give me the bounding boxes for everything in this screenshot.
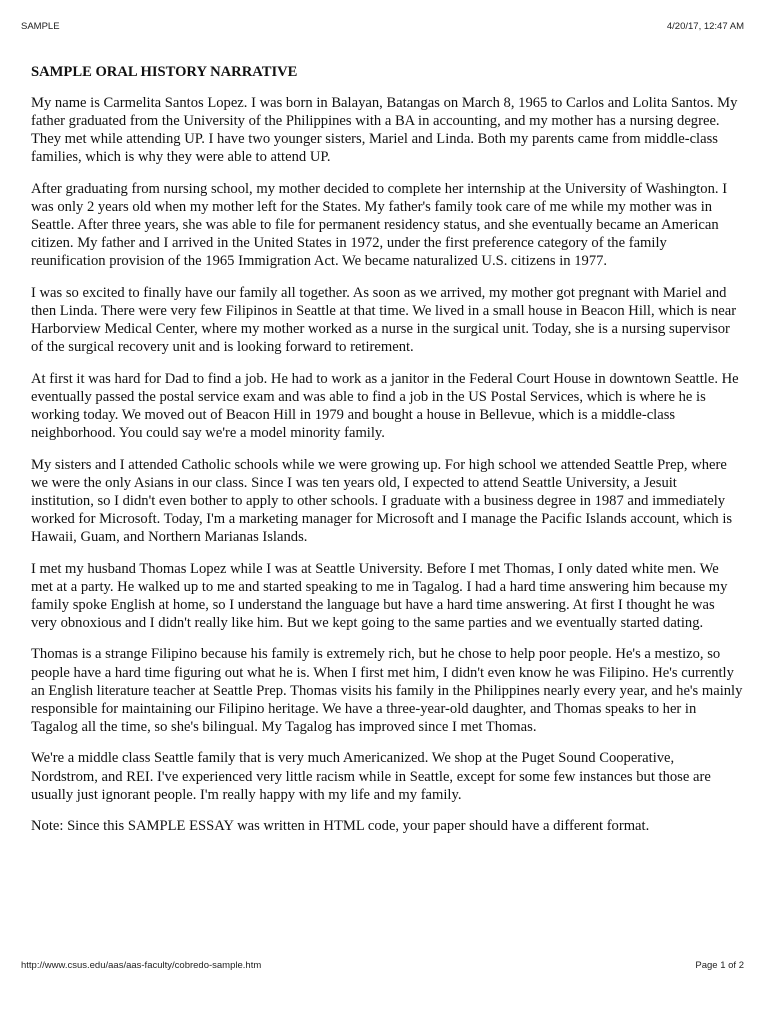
paragraph-note: Note: Since this SAMPLE ESSAY was written in HTML code, your paper should have a different format.: [31, 818, 650, 835]
paragraph-8: We're a middle class Seattle family that is very much Americanized. We shop at the Puget Sound Cooperative, Nordstrom, and REI. I've experienced very little racism while in Seattle, except for some few instances but those are usually just ignorant people. I'm really happy with my life and my family.: [31, 750, 711, 803]
paragraph-7: Thomas is a strange Filipino because his family is extremely rich, but he chose to help poor people. He's a mestizo, so people have a hard time figuring out what he is. When I first met him, I didn't even know he was Filipino. He's currently an English literature teacher at Seattle Prep. Thomas visits his family in the Philippines nearly every year, and he's mainly responsible for maintaining our Filipino heritage. We have a three-year-old daughter, and Thomas speaks to her in Tagalog all the time, so she's bilingual. My Tagalog has improved since I met Thomas.: [31, 646, 743, 735]
paragraph-6: I met my husband Thomas Lopez while I was at Seattle University. Before I met Thomas, I only dated white men. We met at a party. He walked up to me and started speaking to me in Tagalog. I had a hard time answering him because my family spoke English at home, so I understand the language but have a hard time answering. At first I thought he was very obnoxious and I didn't really like him. But we kept going to the same parties and we eventually started dating.: [31, 560, 728, 631]
footer-url: http://www.csus.edu/aas/aas-faculty/cobredo-sample.htm: [21, 960, 262, 971]
document-title: SAMPLE ORAL HISTORY NARRATIVE: [31, 64, 298, 80]
document-body: [31, 62, 743, 849]
paragraph-3: I was so excited to finally have our family all together. As soon as we arrived, my mother got pregnant with Mariel and then Linda. There were very few Filipinos in Seattle at that time. We lived in a small house in Beacon Hill, which is near Harborview Medical Center, where my mother worked as a nurse in the surgical unit. Today, she is a nursing supervisor of the surgical recovery unit and is looking forward to retirement.: [31, 284, 737, 356]
header-timestamp: 4/20/17, 12:47 AM: [666, 21, 744, 32]
paragraph-5: My sisters and I attended Catholic schools while we were growing up. For high school we attended Seattle Prep, where we were the only Asians in our class. Since I was ten years old, I expected to attend Seattle University, a Jesuit institution, so I didn't even bother to apply to other schools. I graduate with a business degree in 1987 and immediately worked for Microsoft. Today, I'm a marketing manager for Microsoft and I manage the Pacific Islands account, which is Hawaii, Guam, and Northern Marianas Islands.: [31, 456, 733, 545]
page-number: Page 1 of 2: [695, 960, 744, 971]
header-title: SAMPLE: [21, 21, 60, 32]
paragraph-4: At first it was hard for Dad to find a job. He had to work as a janitor in the Federal Court House in downtown Seattle. He eventually passed the postal service exam and was able to find a job in the US Postal Services, which is where he is working today. We moved out of Beacon Hill in 1979 and bought a house in Bellevue, which is a middle-class neighborhood. You could say we're a model minority family.: [31, 370, 739, 441]
paragraph-2: After graduating from nursing school, my mother decided to complete her internship at the University of Washington. I was only 2 years old when my mother left for the States. My father's family took care of me while my mother was in Seattle. After three years, she was able to file for permanent residency status, and she eventually became an American citizen. My father and I arrived in the United States in 1972, under the first preference category of the family reunification provision of the 1965 Immigration Act. We became naturalized U.S. citizens in 1977.: [31, 180, 728, 270]
paragraph-1: My name is Carmelita Santos Lopez. I was born in Balayan, Batangas on March 8, 1965 to Carlos and Lolita Santos. My father graduated from the University of the Philippines with a BA in accounting, and my mother has a nursing degree. They met while attending UP. I have two younger sisters, Mariel and Linda. Both my parents came from middle-class families, which is why they were able to attend UP.: [31, 95, 738, 166]
